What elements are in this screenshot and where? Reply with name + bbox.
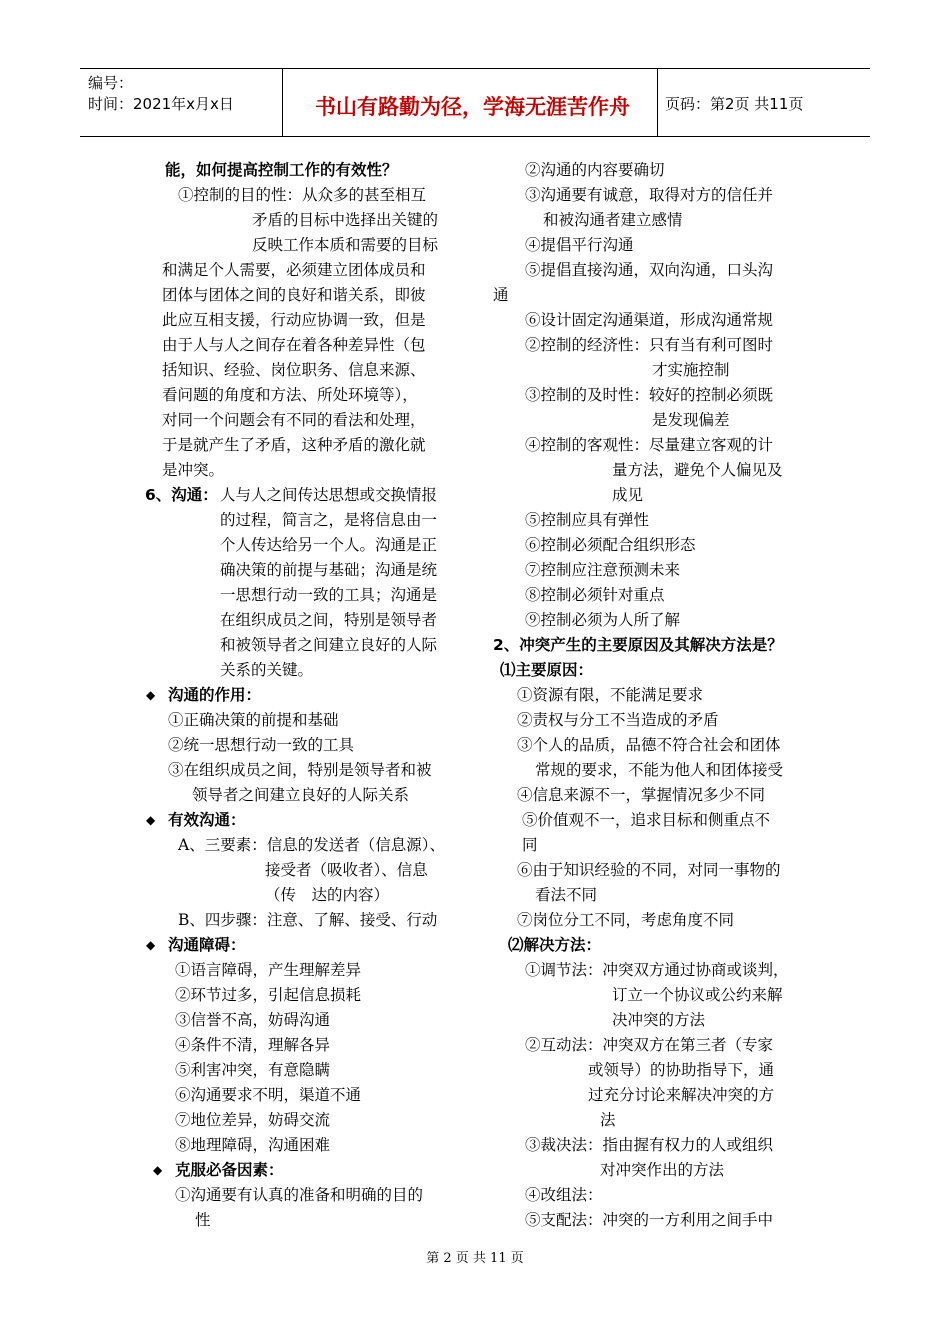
right-text-line: ④信息来源不一，掌握情况多少不同 <box>517 786 766 804</box>
right-text-line: ③裁决法：指由握有权力的人或组织 <box>525 1136 774 1154</box>
left-text-line: ⑤利害冲突，有意隐瞒 <box>175 1061 331 1079</box>
right-text-line: 是发现偏差 <box>652 411 730 429</box>
right-text-line: ②沟通的内容要确切 <box>525 161 665 179</box>
left-text-line: 关系的关键。 <box>220 661 314 679</box>
right-text-line: ⑨控制必须为人所了解 <box>525 611 681 629</box>
right-text-line: ⑥设计固定沟通渠道，形成沟通常规 <box>525 311 774 329</box>
header-page-info: 页码：第2页 共11页 <box>665 95 804 113</box>
left-text-line: ③信誉不高，妨碍沟通 <box>175 1011 331 1029</box>
left-text-line: 有效沟通： <box>168 811 246 829</box>
header-motto: 书山有路勤为径，学海无涯苦作舟 <box>315 95 630 119</box>
right-text-line: ②责权与分工不当造成的矛盾 <box>517 711 719 729</box>
left-text-line: 看问题的角度和方法、所处环境等）， <box>162 386 418 404</box>
left-text-line: 克服必备因素： <box>175 1161 284 1179</box>
left-text-line: 一思想行动一致的工具；沟通是 <box>220 586 438 604</box>
right-text-line: ⑥控制必须配合组织形态 <box>525 536 696 554</box>
left-text-line: 反映工作本质和需要的目标 <box>252 236 439 254</box>
left-text-line: 此应互相支援，行动应协调一致，但是 <box>162 311 426 329</box>
left-text-line: ①沟通要有认真的准备和明确的目的 <box>175 1186 424 1204</box>
left-text-line: 团体与团体之间的良好和谐关系，即彼 <box>162 286 426 304</box>
left-text-line: 括知识、经验、岗位职务、信息来源、 <box>162 361 426 379</box>
left-text-line: ④条件不清，理解各异 <box>175 1036 331 1054</box>
diamond-bullet-icon: ◆ <box>146 688 156 702</box>
right-text-line: ⑵解决方法： <box>508 936 602 954</box>
left-text-line: ①控制的目的性：从众多的甚至相互 <box>178 186 427 204</box>
left-text-line: 沟通障碍： <box>168 936 246 954</box>
left-text-line: B、四步骤：注意、了解、接受、行动 <box>178 911 438 929</box>
right-text-line: ④提倡平行沟通 <box>525 236 634 254</box>
left-text-line: ②环节过多，引起信息损耗 <box>175 986 362 1004</box>
left-text-line: 沟通的作用： <box>168 686 262 704</box>
page-header <box>80 68 870 137</box>
right-text-line: 对冲突作出的方法 <box>600 1161 725 1179</box>
right-text-line: 过充分讨论来解决冲突的方 <box>588 1086 775 1104</box>
left-text-line: 性 <box>195 1211 211 1229</box>
document-number: 编号： <box>88 74 134 92</box>
right-text-line: 看法不同 <box>535 886 598 904</box>
right-text-line: ④控制的客观性：尽量建立客观的计 <box>525 436 774 454</box>
right-text-line: 法 <box>600 1111 616 1129</box>
left-text-line: ⑦地位差异，妨碍交流 <box>175 1111 331 1129</box>
left-text-line: ⑧地理障碍，沟通困难 <box>175 1136 331 1154</box>
header-divider <box>657 69 658 136</box>
right-text-line: 通 <box>493 286 509 304</box>
left-text-line: ①正确决策的前提和基础 <box>168 711 339 729</box>
left-text-line: 在组织成员之间，特别是领导者 <box>220 611 438 629</box>
right-text-line: ②控制的经济性：只有当有利可图时 <box>525 336 774 354</box>
left-text-line: 领导者之间建立良好的人际关系 <box>192 786 410 804</box>
right-text-line: ①资源有限，不能满足要求 <box>517 686 704 704</box>
page-footer: 第 2 页 共 11 页 <box>426 1251 524 1266</box>
right-text-line: 常规的要求，不能为他人和团体接受 <box>535 761 784 779</box>
left-text-line: 和被领导者之间建立良好的人际 <box>220 636 438 654</box>
left-text-line: 能，如何提高控制工作的有效性？ <box>165 161 398 179</box>
right-text-line: ②互动法：冲突双方在第三者（专家 <box>525 1036 774 1054</box>
left-text-line: （传 达的内容） <box>265 886 390 904</box>
right-text-line: ⑦岗位分工不同，考虑角度不同 <box>517 911 735 929</box>
left-text-line: 接受者（吸收者）、信息 <box>265 861 428 879</box>
right-text-line: 决冲突的方法 <box>612 1011 706 1029</box>
right-text-line: ③沟通要有诚意，取得对方的信任并 <box>525 186 774 204</box>
header-divider <box>282 69 283 136</box>
right-text-line: 成见 <box>612 486 644 504</box>
document-date: 时间：2021年x月x日 <box>88 95 234 113</box>
left-text-line: 对同一个问题会有不同的看法和处理， <box>162 411 426 429</box>
right-text-line: 同 <box>522 836 538 854</box>
right-text-line: ⑴主要原因： <box>500 661 594 679</box>
left-text-line: ①语言障碍，产生理解差异 <box>175 961 362 979</box>
header-meta <box>88 73 234 115</box>
left-text-line: 矛盾的目标中选择出关键的 <box>252 211 439 229</box>
left-text-line: 确决策的前提与基础；沟通是统 <box>220 561 438 579</box>
right-text-line: ⑤支配法：冲突的一方利用之间手中 <box>525 1211 774 1229</box>
right-text-line: 才实施控制 <box>652 361 730 379</box>
right-text-line: 订立一个协议或公约来解 <box>612 986 783 1004</box>
left-text-line: 的过程，简言之，是将信息由一 <box>220 511 438 529</box>
left-text-line: 是冲突。 <box>162 461 225 479</box>
left-text-line: A、三要素：信息的发送者（信息源）、 <box>178 836 445 854</box>
diamond-bullet-icon: ◆ <box>146 813 156 827</box>
right-text-line: 或领导）的协助指导下，通 <box>588 1061 775 1079</box>
left-text-line: ③在组织成员之间，特别是领导者和被 <box>168 761 432 779</box>
diamond-bullet-icon: ◆ <box>146 938 156 952</box>
right-text-line: ⑤提倡直接沟通，双向沟通，口头沟 <box>525 261 774 279</box>
right-text-line: ③控制的及时性：较好的控制必须既 <box>525 386 774 404</box>
right-text-line: ⑦控制应注意预测未来 <box>525 561 681 579</box>
left-text-line: 人与人之间传达思想或交换情报 <box>220 486 438 504</box>
right-text-line: ①调节法：冲突双方通过协商或谈判， <box>525 961 789 979</box>
right-text-line: ⑤控制应具有弹性 <box>525 511 650 529</box>
left-text-line: ②统一思想行动一致的工具 <box>168 736 355 754</box>
right-text-line: ⑧控制必须针对重点 <box>525 586 665 604</box>
right-text-line: ④改组法： <box>525 1186 603 1204</box>
right-text-line: ⑥由于知识经验的不同，对同一事物的 <box>517 861 781 879</box>
left-text-line: ⑥沟通要求不明，渠道不通 <box>175 1086 362 1104</box>
left-text-line: 6、沟通： <box>145 486 218 504</box>
right-text-line: ③个人的品质，品德不符合社会和团体 <box>517 736 781 754</box>
right-text-line: 2、冲突产生的主要原因及其解决方法是？ <box>493 636 783 654</box>
right-text-line: 和被沟通者建立感情 <box>543 211 683 229</box>
right-text-line: ⑤价值观不一，追求目标和侧重点不 <box>522 811 771 829</box>
left-text-line: 个人传达给另一个人。沟通是正 <box>220 536 438 554</box>
left-text-line: 和满足个人需要，必须建立团体成员和 <box>162 261 426 279</box>
right-text-line: 量方法，避免个人偏见及 <box>612 461 783 479</box>
left-text-line: 由于人与人之间存在着各种差异性（包 <box>162 336 426 354</box>
diamond-bullet-icon: ◆ <box>153 1163 163 1177</box>
left-text-line: 于是就产生了矛盾，这种矛盾的激化就 <box>162 436 426 454</box>
